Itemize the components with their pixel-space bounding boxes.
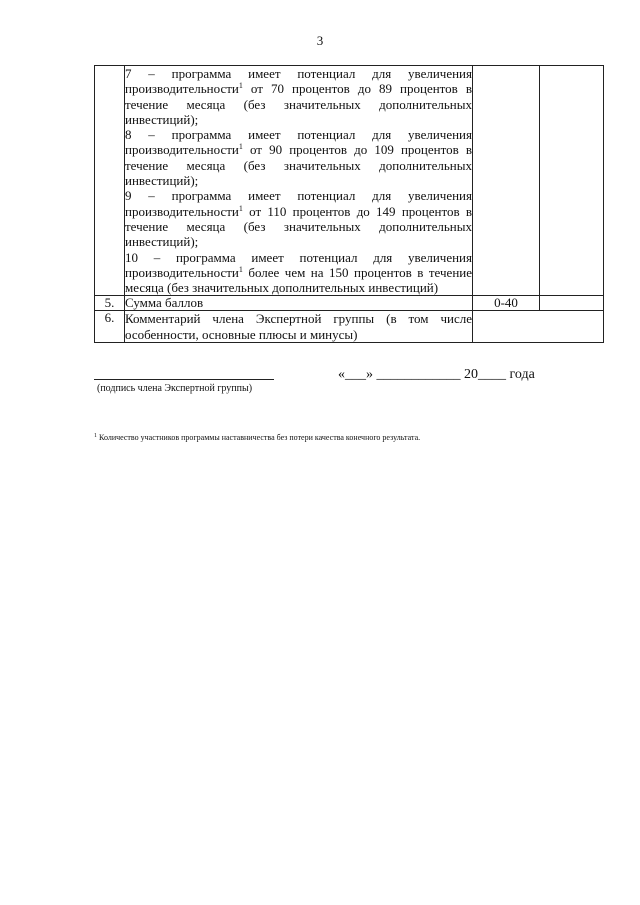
signature-caption: (подпись члена Экспертной группы) <box>97 383 253 394</box>
level-8: 8 – программа имеет потенциал для увеличения производительности$^1$ от 90 процентов до 109 процентов в течение месяца (без значительных дополнительных инвестиций); <box>125 127 472 189</box>
footnote-ref: 1 <box>238 81 243 91</box>
table-row-criterion-levels <box>95 66 604 296</box>
footnote <box>94 433 420 442</box>
footnote-ref: 1 <box>238 264 243 274</box>
footnote-ref: 1 <box>238 203 243 213</box>
score-cell <box>473 66 540 296</box>
signature-line <box>94 379 274 380</box>
row-number-cell <box>95 66 125 296</box>
table-row-sum <box>95 296 604 311</box>
footnote-mark: 1 <box>94 433 97 439</box>
level-9: 9 – программа имеет потенциал для увеличения производительности$^1$ от 110 процентов до 149 процентов в течение месяца (без значительных дополнительных инвестиций); <box>125 188 472 250</box>
footnote-ref: 1 <box>238 142 243 152</box>
criterion-levels-cell <box>125 66 473 296</box>
sum-expert-cell <box>540 296 604 311</box>
comment-cell <box>473 311 604 343</box>
sum-label: Сумма баллов <box>125 296 473 311</box>
page-number: 3 <box>316 33 324 48</box>
date-line: «___» ____________ 20____ года <box>338 367 535 382</box>
footnote-text: Количество участников программы наставничества без потери качества конечного результата. <box>97 433 421 442</box>
criteria-table <box>94 65 604 343</box>
table-row-comment <box>95 311 604 343</box>
row-number-5: 5. <box>95 296 125 311</box>
row-number-6: 6. <box>95 311 125 343</box>
level-7: 7 – программа имеет потенциал для увеличения производительности$^1$ от 70 процентов до 89 процентов в течение месяца (без значительных дополнительных инвестиций); <box>125 66 472 127</box>
expert-score-cell <box>540 66 604 296</box>
level-10: 10 – программа имеет потенциал для увеличения производительности$^1$ более чем на 150 процентов в течение месяца (без значительных дополнительных инвестиций) <box>125 249 472 296</box>
comment-label: Комментарий члена Экспертной группы (в том числе особенности, основные плюсы и минусы) <box>125 311 472 342</box>
sum-score-range: 0-40 <box>473 296 540 311</box>
